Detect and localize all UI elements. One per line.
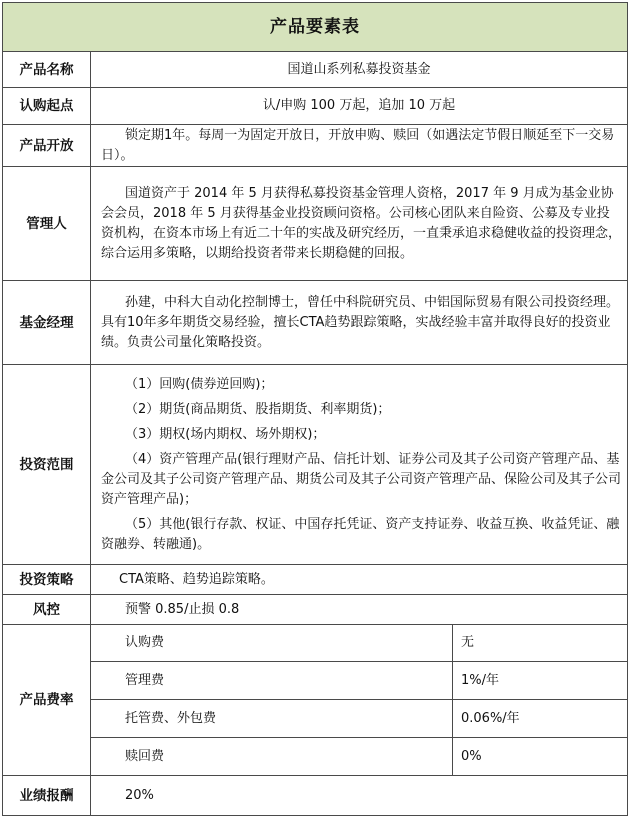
product-fees-label: 产品费率	[3, 625, 91, 776]
risk-control-value: 预警 0.85/止损 0.8	[125, 601, 240, 617]
subscription-start-value: 认/申购 100 万起，追加 10 万起	[91, 88, 628, 125]
manager-cell	[91, 167, 628, 281]
product-opening-label: 产品开放	[3, 125, 91, 167]
fee-value: 1%/年	[453, 662, 628, 700]
list-item: （1）回购(债券逆回购)；	[125, 376, 274, 392]
fee-name: 托管费、外包费	[91, 700, 453, 738]
product-name-label: 产品名称	[3, 52, 91, 88]
subscription-start-label: 认购起点	[3, 88, 91, 125]
investment-strategy-cell	[91, 565, 628, 595]
manager-label: 管理人	[3, 167, 91, 281]
fund-manager-value: 孙建，中科大自动化控制博士，曾任中科院研究员、中铝国际贸易有限公司投资经理。 具有10年多年期货交易经验，擅长CTA趋势跟踪策略，实战经验丰富并取得良好的投资业绩。负责公司量化策略投资。	[101, 294, 620, 350]
fee-value: 0%	[453, 738, 628, 776]
fund-manager-cell	[91, 281, 628, 365]
fee-value: 0.06%/年	[453, 700, 628, 738]
table-title: 产品要素表	[3, 3, 628, 52]
performance-fee-cell	[91, 776, 628, 816]
fee-value: 无	[453, 625, 628, 662]
fee-name: 管理费	[91, 662, 453, 700]
investment-strategy-label: 投资策略	[3, 565, 91, 595]
list-item: （2）期货(商品期货、股指期货、利率期货)；	[125, 401, 391, 417]
performance-fee-value: 20%	[125, 787, 154, 803]
investment-scope-label: 投资范围	[3, 365, 91, 565]
product-name-value: 国道山系列私募投资基金	[91, 52, 628, 88]
investment-strategy-value: CTA策略、趋势追踪策略。	[119, 571, 274, 587]
list-item: （4）资产管理产品(银行理财产品、信托计划、证券公司及其子公司资产管理产品、基金公司及其子公司资产管理产品、期货公司及其子公司资产管理产品、保险公司及其子公司资产管理产品)；	[101, 451, 622, 507]
product-opening-value: 锁定期1年。每周一为固定开放日，开放申购、赎回（如遇法定节假日顺延至下一交易日）。	[101, 127, 615, 163]
risk-control-cell	[91, 595, 628, 625]
investment-scope-cell	[91, 365, 628, 565]
fund-manager-label: 基金经理	[3, 281, 91, 365]
performance-fee-label: 业绩报酬	[3, 776, 91, 816]
risk-control-label: 风控	[3, 595, 91, 625]
fee-name: 赎回费	[91, 738, 453, 776]
fee-name: 认购费	[91, 625, 453, 662]
list-item: （3）期权(场内期权、场外期权)；	[125, 426, 326, 442]
product-opening-cell	[91, 125, 628, 167]
list-item: （5）其他(银行存款、权证、中国存托凭证、资产支持证券、收益互换、收益凭证、融资融券、转融通)。	[101, 516, 620, 552]
product-elements-table	[2, 2, 628, 816]
manager-value: 国道资产于 2014 年 5 月获得私募投资基金管理人资格，2017 年 9 月成为基金业协会会员，2018 年 5 月获得基金业投资顾问资格。公司核心团队来自险资、公募及专业投资机构，在资本市场上有近二十年的实战及研究经历，一直秉承追求稳健收益的投资理念，综合运用多策略，以期给投资者带来长期稳健的回报。	[101, 185, 622, 261]
